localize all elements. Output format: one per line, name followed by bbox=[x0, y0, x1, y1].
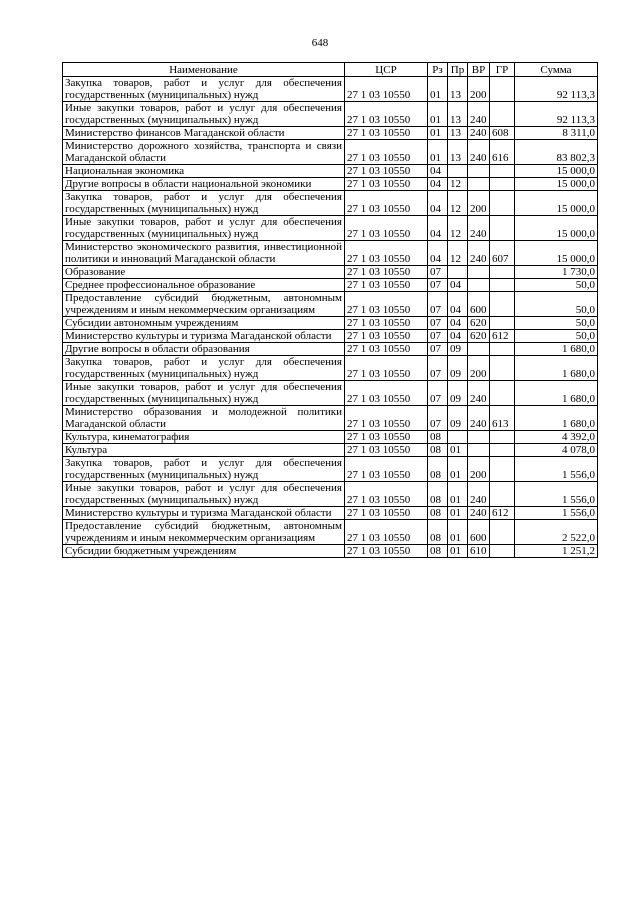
cell-pr: 12 bbox=[448, 178, 468, 191]
cell-pr: 13 bbox=[448, 140, 468, 165]
cell-sum: 1 680,0 bbox=[515, 343, 598, 356]
cell-csr: 27 1 03 10550 bbox=[345, 178, 428, 191]
table-row bbox=[63, 178, 598, 191]
cell-csr: 27 1 03 10550 bbox=[345, 507, 428, 520]
cell-name: Субсидии автономным учреждениям bbox=[63, 317, 345, 330]
cell-vr: 240 bbox=[468, 216, 490, 241]
cell-csr: 27 1 03 10550 bbox=[345, 216, 428, 241]
cell-rz: 01 bbox=[428, 127, 448, 140]
cell-pr: 09 bbox=[448, 381, 468, 406]
cell-csr: 27 1 03 10550 bbox=[345, 431, 428, 444]
table-row bbox=[63, 241, 598, 266]
cell-csr: 27 1 03 10550 bbox=[345, 165, 428, 178]
cell-pr bbox=[448, 431, 468, 444]
cell-pr: 01 bbox=[448, 520, 468, 545]
cell-vr bbox=[468, 431, 490, 444]
cell-rz: 01 bbox=[428, 140, 448, 165]
cell-gr: 616 bbox=[490, 140, 515, 165]
cell-vr bbox=[468, 444, 490, 457]
table-row bbox=[63, 356, 598, 381]
cell-sum: 1 251,2 bbox=[515, 545, 598, 558]
cell-gr bbox=[490, 317, 515, 330]
table-row bbox=[63, 406, 598, 431]
cell-rz: 07 bbox=[428, 381, 448, 406]
cell-sum: 92 113,3 bbox=[515, 102, 598, 127]
table-row bbox=[63, 127, 598, 140]
cell-rz: 08 bbox=[428, 457, 448, 482]
cell-name: Культура bbox=[63, 444, 345, 457]
cell-gr bbox=[490, 457, 515, 482]
header-sum: Сумма bbox=[515, 63, 598, 77]
cell-pr: 01 bbox=[448, 457, 468, 482]
table-row bbox=[63, 266, 598, 279]
cell-name: Иные закупки товаров, работ и услуг для обеспечения государственных (муниципальных) нужд bbox=[63, 482, 345, 507]
cell-rz: 07 bbox=[428, 317, 448, 330]
cell-vr bbox=[468, 343, 490, 356]
cell-name: Предоставление субсидий бюджетным, автономным учреждениям и иным некоммерческим организациям bbox=[63, 520, 345, 545]
cell-csr: 27 1 03 10550 bbox=[345, 241, 428, 266]
cell-rz: 08 bbox=[428, 545, 448, 558]
cell-sum: 1 730,0 bbox=[515, 266, 598, 279]
cell-vr: 240 bbox=[468, 102, 490, 127]
cell-rz: 07 bbox=[428, 330, 448, 343]
cell-vr bbox=[468, 178, 490, 191]
cell-name: Другие вопросы в области образования bbox=[63, 343, 345, 356]
cell-pr: 01 bbox=[448, 444, 468, 457]
cell-pr: 04 bbox=[448, 317, 468, 330]
table-row bbox=[63, 545, 598, 558]
cell-pr: 01 bbox=[448, 482, 468, 507]
cell-gr bbox=[490, 102, 515, 127]
cell-csr: 27 1 03 10550 bbox=[345, 482, 428, 507]
cell-sum: 1 680,0 bbox=[515, 381, 598, 406]
cell-name: Министерство образования и молодежной политики Магаданской области bbox=[63, 406, 345, 431]
table-row bbox=[63, 317, 598, 330]
cell-sum: 15 000,0 bbox=[515, 191, 598, 216]
cell-rz: 08 bbox=[428, 444, 448, 457]
cell-gr: 613 bbox=[490, 406, 515, 431]
cell-csr: 27 1 03 10550 bbox=[345, 520, 428, 545]
cell-rz: 01 bbox=[428, 77, 448, 102]
cell-name: Национальная экономика bbox=[63, 165, 345, 178]
table-row bbox=[63, 191, 598, 216]
cell-name: Министерство экономического развития, инвестиционной политики и инноваций Магаданской области bbox=[63, 241, 345, 266]
cell-name: Другие вопросы в области национальной экономики bbox=[63, 178, 345, 191]
header-name: Наименование bbox=[63, 63, 345, 77]
cell-sum: 50,0 bbox=[515, 330, 598, 343]
cell-pr: 09 bbox=[448, 406, 468, 431]
cell-gr: 607 bbox=[490, 241, 515, 266]
header-vr: ВР bbox=[468, 63, 490, 77]
cell-sum: 50,0 bbox=[515, 279, 598, 292]
cell-gr bbox=[490, 178, 515, 191]
cell-rz: 07 bbox=[428, 343, 448, 356]
cell-vr: 620 bbox=[468, 317, 490, 330]
cell-sum: 1 680,0 bbox=[515, 406, 598, 431]
cell-pr bbox=[448, 266, 468, 279]
table-row bbox=[63, 457, 598, 482]
cell-vr bbox=[468, 279, 490, 292]
cell-name: Закупка товаров, работ и услуг для обеспечения государственных (муниципальных) нужд bbox=[63, 457, 345, 482]
cell-sum: 83 802,3 bbox=[515, 140, 598, 165]
table-row bbox=[63, 77, 598, 102]
cell-csr: 27 1 03 10550 bbox=[345, 457, 428, 482]
cell-pr: 13 bbox=[448, 102, 468, 127]
table-row bbox=[63, 507, 598, 520]
cell-csr: 27 1 03 10550 bbox=[345, 191, 428, 216]
table-row bbox=[63, 216, 598, 241]
cell-name: Закупка товаров, работ и услуг для обеспечения государственных (муниципальных) нужд bbox=[63, 356, 345, 381]
table-row bbox=[63, 102, 598, 127]
cell-rz: 07 bbox=[428, 266, 448, 279]
cell-gr bbox=[490, 381, 515, 406]
cell-pr: 13 bbox=[448, 77, 468, 102]
cell-csr: 27 1 03 10550 bbox=[345, 444, 428, 457]
cell-pr: 12 bbox=[448, 216, 468, 241]
header-gr: ГР bbox=[490, 63, 515, 77]
cell-vr: 240 bbox=[468, 381, 490, 406]
cell-sum: 15 000,0 bbox=[515, 178, 598, 191]
cell-pr: 04 bbox=[448, 330, 468, 343]
cell-rz: 04 bbox=[428, 191, 448, 216]
cell-gr: 608 bbox=[490, 127, 515, 140]
cell-pr: 12 bbox=[448, 191, 468, 216]
cell-pr: 09 bbox=[448, 343, 468, 356]
header-rz: Рз bbox=[428, 63, 448, 77]
cell-pr: 09 bbox=[448, 356, 468, 381]
header-pr: Пр bbox=[448, 63, 468, 77]
cell-name: Министерство финансов Магаданской области bbox=[63, 127, 345, 140]
cell-name: Субсидии бюджетным учреждениям bbox=[63, 545, 345, 558]
cell-rz: 07 bbox=[428, 356, 448, 381]
cell-vr: 200 bbox=[468, 457, 490, 482]
table-row bbox=[63, 165, 598, 178]
table-header-row bbox=[63, 63, 598, 77]
cell-csr: 27 1 03 10550 bbox=[345, 279, 428, 292]
table-row bbox=[63, 431, 598, 444]
cell-sum: 2 522,0 bbox=[515, 520, 598, 545]
cell-rz: 08 bbox=[428, 507, 448, 520]
cell-rz: 07 bbox=[428, 292, 448, 317]
cell-gr bbox=[490, 444, 515, 457]
cell-gr bbox=[490, 343, 515, 356]
cell-vr: 600 bbox=[468, 292, 490, 317]
cell-rz: 07 bbox=[428, 279, 448, 292]
cell-rz: 04 bbox=[428, 241, 448, 266]
cell-vr: 240 bbox=[468, 127, 490, 140]
cell-csr: 27 1 03 10550 bbox=[345, 266, 428, 279]
cell-sum: 4 078,0 bbox=[515, 444, 598, 457]
cell-vr: 200 bbox=[468, 191, 490, 216]
cell-name: Закупка товаров, работ и услуг для обеспечения государственных (муниципальных) нужд bbox=[63, 77, 345, 102]
page-number: 648 bbox=[311, 37, 329, 49]
cell-pr: 04 bbox=[448, 292, 468, 317]
cell-name: Министерство культуры и туризма Магаданской области bbox=[63, 330, 345, 343]
cell-gr bbox=[490, 191, 515, 216]
cell-sum: 4 392,0 bbox=[515, 431, 598, 444]
table-row bbox=[63, 140, 598, 165]
table-row bbox=[63, 343, 598, 356]
table-row bbox=[63, 330, 598, 343]
table-row bbox=[63, 292, 598, 317]
cell-sum: 15 000,0 bbox=[515, 241, 598, 266]
cell-csr: 27 1 03 10550 bbox=[345, 292, 428, 317]
cell-gr bbox=[490, 279, 515, 292]
cell-gr bbox=[490, 545, 515, 558]
table-row bbox=[63, 381, 598, 406]
cell-vr: 240 bbox=[468, 406, 490, 431]
cell-gr bbox=[490, 520, 515, 545]
cell-gr bbox=[490, 216, 515, 241]
cell-csr: 27 1 03 10550 bbox=[345, 343, 428, 356]
cell-pr bbox=[448, 165, 468, 178]
cell-csr: 27 1 03 10550 bbox=[345, 127, 428, 140]
cell-rz: 04 bbox=[428, 216, 448, 241]
cell-sum: 1 680,0 bbox=[515, 356, 598, 381]
cell-name: Иные закупки товаров, работ и услуг для обеспечения государственных (муниципальных) нужд bbox=[63, 102, 345, 127]
cell-gr bbox=[490, 356, 515, 381]
cell-gr bbox=[490, 77, 515, 102]
cell-gr bbox=[490, 266, 515, 279]
cell-rz: 04 bbox=[428, 165, 448, 178]
cell-csr: 27 1 03 10550 bbox=[345, 545, 428, 558]
cell-rz: 08 bbox=[428, 482, 448, 507]
cell-sum: 1 556,0 bbox=[515, 482, 598, 507]
cell-sum: 15 000,0 bbox=[515, 216, 598, 241]
cell-sum: 8 311,0 bbox=[515, 127, 598, 140]
cell-sum: 50,0 bbox=[515, 317, 598, 330]
cell-name: Закупка товаров, работ и услуг для обеспечения государственных (муниципальных) нужд bbox=[63, 191, 345, 216]
cell-name: Министерство культуры и туризма Магаданской области bbox=[63, 507, 345, 520]
cell-pr: 01 bbox=[448, 507, 468, 520]
table-row bbox=[63, 520, 598, 545]
cell-rz: 07 bbox=[428, 406, 448, 431]
cell-rz: 08 bbox=[428, 520, 448, 545]
cell-sum: 50,0 bbox=[515, 292, 598, 317]
cell-vr: 610 bbox=[468, 545, 490, 558]
cell-sum: 1 556,0 bbox=[515, 507, 598, 520]
cell-name: Среднее профессиональное образование bbox=[63, 279, 345, 292]
cell-sum: 92 113,3 bbox=[515, 77, 598, 102]
cell-rz: 01 bbox=[428, 102, 448, 127]
cell-pr: 13 bbox=[448, 127, 468, 140]
cell-gr bbox=[490, 165, 515, 178]
cell-name: Предоставление субсидий бюджетным, автономным учреждениям и иным некоммерческим организациям bbox=[63, 292, 345, 317]
cell-gr: 612 bbox=[490, 330, 515, 343]
cell-csr: 27 1 03 10550 bbox=[345, 406, 428, 431]
cell-gr bbox=[490, 292, 515, 317]
cell-name: Иные закупки товаров, работ и услуг для обеспечения государственных (муниципальных) нужд bbox=[63, 381, 345, 406]
cell-gr bbox=[490, 482, 515, 507]
cell-vr bbox=[468, 266, 490, 279]
cell-gr bbox=[490, 431, 515, 444]
cell-vr: 600 bbox=[468, 520, 490, 545]
cell-name: Министерство дорожного хозяйства, транспорта и связи Магаданской области bbox=[63, 140, 345, 165]
header-csr: ЦСР bbox=[345, 63, 428, 77]
cell-pr: 12 bbox=[448, 241, 468, 266]
cell-name: Образование bbox=[63, 266, 345, 279]
cell-name: Культура, кинематография bbox=[63, 431, 345, 444]
cell-gr: 612 bbox=[490, 507, 515, 520]
cell-csr: 27 1 03 10550 bbox=[345, 102, 428, 127]
cell-csr: 27 1 03 10550 bbox=[345, 77, 428, 102]
cell-vr: 240 bbox=[468, 241, 490, 266]
budget-table bbox=[62, 62, 598, 558]
cell-rz: 04 bbox=[428, 178, 448, 191]
cell-vr: 620 bbox=[468, 330, 490, 343]
cell-vr: 240 bbox=[468, 482, 490, 507]
cell-csr: 27 1 03 10550 bbox=[345, 317, 428, 330]
cell-name: Иные закупки товаров, работ и услуг для обеспечения государственных (муниципальных) нужд bbox=[63, 216, 345, 241]
cell-pr: 01 bbox=[448, 545, 468, 558]
cell-vr: 200 bbox=[468, 356, 490, 381]
cell-sum: 15 000,0 bbox=[515, 165, 598, 178]
cell-vr: 200 bbox=[468, 77, 490, 102]
table-row bbox=[63, 482, 598, 507]
cell-rz: 08 bbox=[428, 431, 448, 444]
table-row bbox=[63, 279, 598, 292]
table-row bbox=[63, 444, 598, 457]
cell-pr: 04 bbox=[448, 279, 468, 292]
cell-csr: 27 1 03 10550 bbox=[345, 381, 428, 406]
cell-csr: 27 1 03 10550 bbox=[345, 356, 428, 381]
cell-vr bbox=[468, 165, 490, 178]
cell-vr: 240 bbox=[468, 507, 490, 520]
cell-vr: 240 bbox=[468, 140, 490, 165]
cell-csr: 27 1 03 10550 bbox=[345, 330, 428, 343]
cell-sum: 1 556,0 bbox=[515, 457, 598, 482]
cell-csr: 27 1 03 10550 bbox=[345, 140, 428, 165]
